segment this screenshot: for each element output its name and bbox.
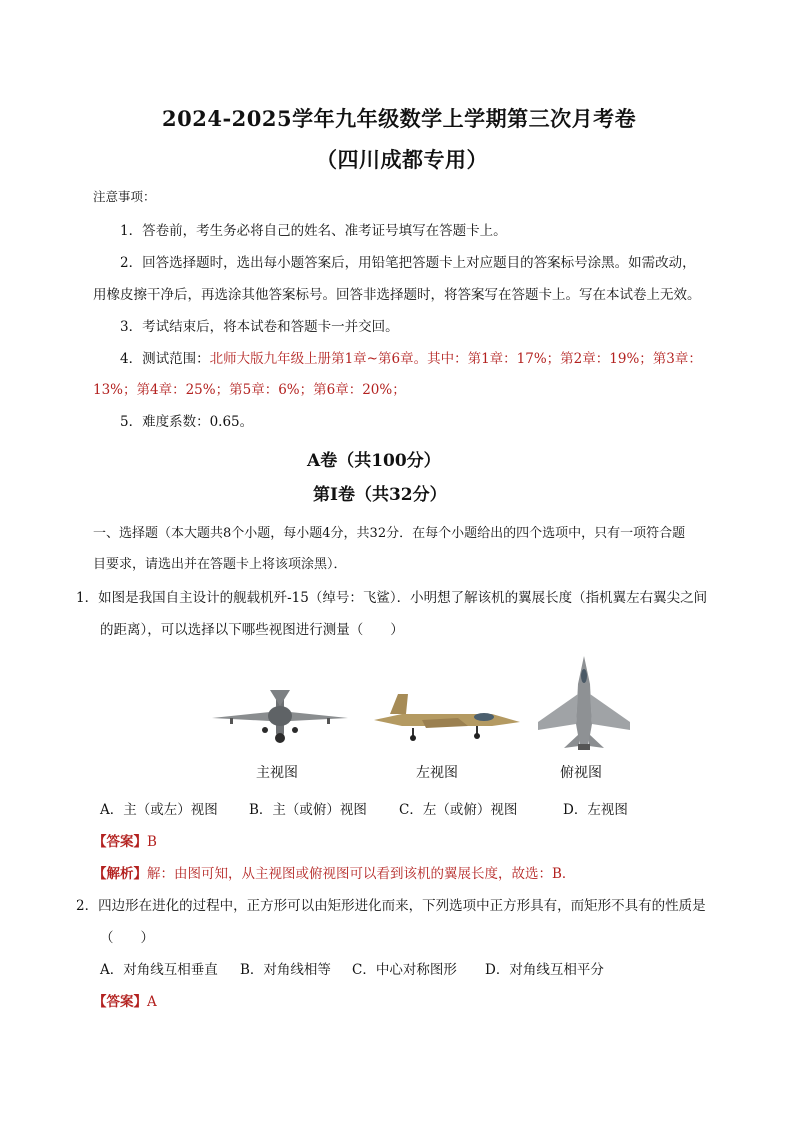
q1-answer: [93, 830, 157, 850]
notice-item-2-line2: 用橡皮擦干净后，再选涂其他答案标号。回答非选择题时，将答案写在答题卡上。写在本试卷上无效。: [93, 287, 701, 303]
aircraft-top-view: [534, 654, 634, 752]
q1-analysis: [93, 862, 575, 882]
q1-stem-line2: 的距离），可以选择以下哪些视图进行测量（ ）: [100, 622, 404, 638]
q1-answer-label: 【答案】: [93, 834, 147, 850]
q1-analysis-label: 【解析】: [93, 866, 147, 882]
notice-item-1: 1．答卷前，考生务必将自己的姓名、准考证号填写在答题卡上。: [120, 223, 507, 239]
notice-item-3: 3．考试结束后，将本试卷和答题卡一并交回。: [120, 319, 399, 335]
q2-option-b: B．对角线相等: [240, 962, 331, 978]
page-title: 2024-2025学年九年级数学上学期第三次月考卷: [162, 106, 637, 131]
q1-analysis-text: 解：由图可知，从主视图或俯视图可以看到该机的翼展长度，故选：B．: [147, 866, 576, 882]
q1-option-a: A．主（或左）视图: [100, 802, 218, 818]
q1-stem-line1: 1．如图是我国自主设计的舰载机歼-15（绰号：飞鲨）．小明想了解该机的翼展长度（指机翼左右翼尖之间: [76, 590, 708, 606]
q2-option-a: A．对角线互相垂直: [100, 962, 218, 978]
section-a-heading: A卷（共100分）: [307, 451, 441, 471]
q1-answer-value: B: [147, 834, 157, 850]
q1-option-c: C．左（或俯）视图: [399, 802, 518, 818]
notice-heading: 注意事项：: [93, 189, 156, 204]
page-subtitle: （四川成都专用）: [316, 147, 488, 172]
q2-option-d: D．对角线互相平分: [485, 962, 604, 978]
q2-stem-line1: 2．四边形在进化的过程中，正方形可以由矩形进化而来，下列选项中正方形具有，而矩形不具有的性质是: [76, 898, 706, 914]
q2-answer-value: A: [147, 994, 157, 1010]
caption-side-view: 左视图: [416, 765, 458, 781]
section-one-line1: 一、选择题（本大题共8个小题，每小题4分，共32分．在每个小题给出的四个选项中，只有一项符合题: [93, 526, 686, 541]
notice-item-5: 5．难度系数：0.65。: [120, 414, 254, 430]
q2-stem-line2: （ ）: [100, 930, 154, 946]
notice-item-4-line1: [120, 347, 702, 367]
part-1-heading: 第Ⅰ卷（共32分）: [313, 485, 447, 505]
section-one-line2: 目要求，请选出并在答题卡上将该项涂黑）．: [93, 557, 347, 572]
notice-item-4-prefix: 4．测试范围：: [120, 351, 210, 367]
caption-top-view: 俯视图: [560, 765, 602, 781]
aircraft-side-view: [372, 692, 522, 744]
q1-option-d: D．左视图: [563, 802, 628, 818]
aircraft-front-view: [210, 688, 350, 752]
q1-option-b: B．主（或俯）视图: [249, 802, 367, 818]
notice-item-4-line2: 13%；第4章：25%；第5章：6%；第6章：20%；: [93, 382, 406, 398]
notice-item-4-scope: 北师大版九年级上册第1章~第6章。其中：第1章：17%；第2章：19%；第3章：: [209, 351, 702, 367]
notice-item-2-line1: 2．回答选择题时，选出每小题答案后，用铅笔把答题卡上对应题目的答案标号涂黑。如需改动，: [120, 255, 696, 271]
q2-answer-label: 【答案】: [93, 994, 147, 1010]
caption-front-view: 主视图: [256, 765, 298, 781]
q2-option-c: C．中心对称图形: [352, 962, 457, 978]
q2-answer: [93, 990, 157, 1010]
